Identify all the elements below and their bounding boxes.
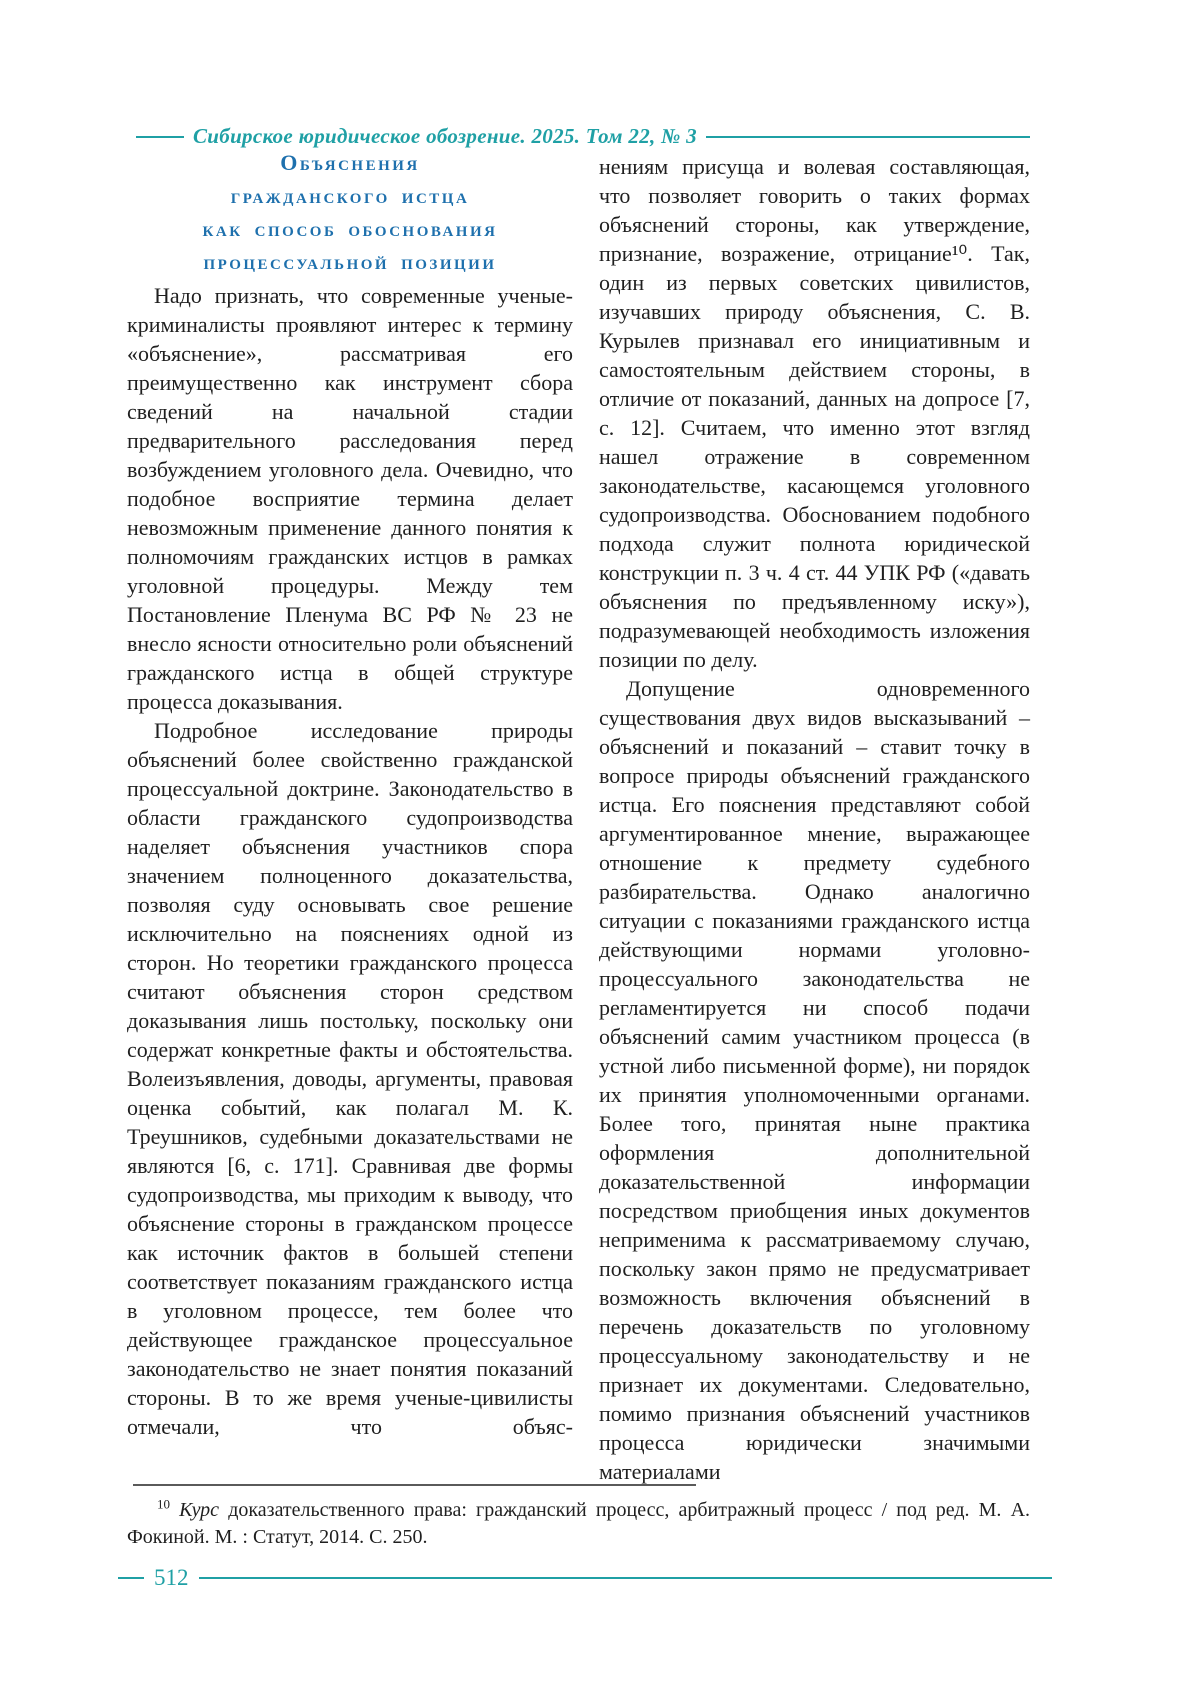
left-column xyxy=(127,281,573,1441)
right-column xyxy=(599,152,1030,1486)
article-title-line-2: гражданского истца xyxy=(230,183,470,208)
right-column-paragraph-2: Допущение одновременного существования двух видов высказываний – объяснений и показаний – ставит точку в вопросе природы объяснений гражданского истца. Его пояснения представляют собой аргументированное мнение, выражающее отношение к предмету судебного разбирательства. Однако аналогично ситуации с показаниями гражданского истца действующими нормами уголовно-процессуального законодательства не регламентируется ни способ подачи объяснений самим участником процесса (в устной либо письменной форме), ни порядок их принятия уполномоченными органами. Более того, принятая ныне практика оформления дополнительной доказательственной информации посредством приобщения иных документов неприменима к рассматриваемому случаю, поскольку закон прямо не предусматривает возможность включения объяснений в перечень доказательств по уголовному процессуальному законодательству и не признает их документами. Следовательно, помимо признания объяснений участников процесса юридически значимыми материалами xyxy=(599,676,1030,1484)
footnote-marker: 10 xyxy=(157,1496,170,1512)
article-title-line-3: как способ обоснования xyxy=(202,216,498,241)
page-number: 512 xyxy=(154,1565,189,1590)
article-title xyxy=(127,146,573,278)
header-rule-right xyxy=(706,136,1030,138)
header-rule-left xyxy=(136,136,184,138)
footnote-italic-lead: Курс xyxy=(179,1499,220,1521)
article-title-line-4: процессуальной позиции xyxy=(203,249,497,274)
footnote-separator xyxy=(133,1484,696,1486)
footer-rule-left xyxy=(118,1577,144,1579)
page-footer xyxy=(118,1566,1052,1589)
article-title-line-1: Объяснения xyxy=(280,150,420,175)
left-column-paragraph-1: Надо признать, что современные ученые-криминалисты проявляют интерес к термину «объяснение», рассматривая его преимущественно как инструмент сбора сведений на начальной стадии предварительного расследования перед возбуждением уголовного дела. Очевидно, что подобное восприятие термина делает невозможным применение данного понятия к полномочиям гражданских истцов в рамках уголовной процедуры. Между тем Постановление Пленума ВС РФ № 23 не внесло ясности относительно роли объяснений гражданского истца в общей структуре процесса доказывания. xyxy=(127,283,573,714)
footnote-text: доказательственного права: гражданский процесс, арбитражный процесс / под ред. М. А. Фокиной. М. : Статут, 2014. С. 250. xyxy=(127,1499,1031,1548)
left-column-paragraph-2: Подробное исследование природы объяснений более свойственно гражданской процессуальной доктрине. Законодательство в области гражданского судопроизводства наделяет объяснения участников спора значением полноценного доказательства, позволяя суду основывать свое решение исключительно на пояснениях одной из сторон. Но теоретики гражданского процесса считают объяснения сторон средством доказывания лишь постольку, поскольку они содержат конкретные факты и обстоятельства. Волеизъявления, доводы, аргументы, правовая оценка событий, как полагал М. К. Треушников, судебными доказательствами не являются [6, с. 171]. Сравнивая две формы судопроизводства, мы приходим к выводу, что объяснение стороны в гражданском процессе как источник фактов в большей степени соответствует показаниям гражданского истца в уголовном процессе, тем более что действующее гражданское процессуальное законодательство не знает понятия показаний стороны. В то же время ученые-цивилисты отмечали, что объяс- xyxy=(127,718,573,1439)
footnote xyxy=(127,1497,1030,1551)
footer-rule-right xyxy=(199,1577,1053,1579)
journal-header-title: Сибирское юридическое обозрение. 2025. Том 22, № 3 xyxy=(193,124,697,148)
right-column-paragraph-1: нениям присуща и волевая составляющая, что позволяет говорить о таких формах объяснений стороны, как утверждение, признание, возражение, отрицание¹⁰. Так, один из первых советских цивилистов, изучавших природу объяснения, С. В. Курылев признавал его инициативным и самостоятельным действием стороны, в отличие от показаний, данных на допросе [7, с. 12]. Считаем, что именно этот взгляд нашел отражение в современном законодательстве, касающемся уголовного судопроизводства. Обоснованием подобного подхода служит полнота юридической конструкции п. 3 ч. 4 ст. 44 УПК РФ («давать объяснения по предъявленному иску»), подразумевающей необходимость изложения позиции по делу. xyxy=(599,154,1030,672)
